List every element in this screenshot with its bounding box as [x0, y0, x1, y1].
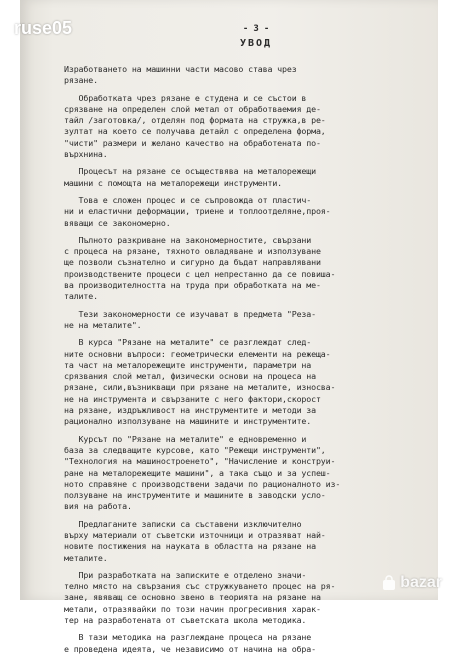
page-number: - 3 - [242, 24, 270, 34]
text-line: Предлаганите записки са съставени изключително [64, 518, 302, 529]
text-line: не на инструмента и свързаните с него фактори,скорост [64, 393, 321, 404]
text-line: вяващи се закономерно. [64, 217, 171, 228]
text-line: рязане. [64, 75, 98, 86]
page-title: УВОД [239, 38, 273, 49]
text-line: с процеса на рязане, тяхното овладяване и използуване [64, 246, 321, 257]
text-line: върхнина. [64, 149, 108, 160]
text-line: вия на работа. [64, 501, 132, 512]
text-line: "Технология на машиностроенето", "Начисление и конструи- [64, 456, 336, 467]
text-line: срязване на определен слой метал от обработваемия де- [64, 103, 321, 114]
text-line: В курса "Рязане на металите" се разглеждат след- [64, 337, 312, 348]
book-page [20, 0, 438, 654]
text-line: та част на металорежещите инструменти, параметри на [64, 359, 312, 370]
text-line: на рязане, издръжливост на инструментите и методи за [64, 405, 316, 416]
text-line: телно място на свързания със стружкуването процес на ря- [64, 581, 336, 592]
text-line: Това е сложен процес и се съпровожда от пластич- [64, 194, 312, 205]
text-line: ното справяне с производствени задачи по рационалното из- [64, 478, 341, 489]
text-line: е проведена идеята, че независимо от начина на обра- [64, 643, 316, 654]
text-line: метали, отразявайки по този начин прогресивния харак- [64, 603, 321, 614]
text-line: металите. [64, 552, 108, 563]
text-line: база за следващите курсове, като "Режещи инструменти", [64, 444, 326, 455]
text-line: При разработката на записките е отделено значи- [64, 569, 307, 580]
text-line: Процесът на рязане се осъществява на металорежещи [64, 166, 316, 177]
text-line: тайл /заготовка/, отделян под формата на стружка,в ре- [64, 115, 326, 126]
text-line: Тези закономерности се изучават в предмета "Реза- [64, 308, 316, 319]
text-line: върху материали от съветски източници и отразяват най- [64, 529, 326, 540]
text-line: не на металите". [64, 319, 142, 330]
text-line: Курсът по "Рязане на металите" е едновременно и [64, 433, 307, 444]
text-line: Пълното разкриване на закономерностите, свързани [64, 234, 312, 245]
text-line: машини с помощта на металорежещи инструменти. [64, 177, 283, 188]
shopping-bag-icon [381, 575, 397, 591]
watermark-logo-top: ruse05 [14, 18, 73, 38]
text-line: производствените процеси с цел непрестанно да се повиша- [64, 268, 336, 279]
text-line: Изработването на машинни части масово става чрез [64, 64, 297, 74]
text-line: зултат на което се получава детайл с определена форма, [64, 126, 326, 137]
text-line: ните основни въпроси: геометрически елементи на режеща- [64, 348, 331, 359]
text-line: новите постижения на науката в областта на рязане на [64, 541, 316, 552]
text-line: В тази методика на разглеждане процеса на рязане [64, 632, 312, 643]
text-line: рязане, сили,възникващи при рязане на металите, износва- [64, 382, 336, 393]
text-line: ни и еластични деформации, триене и топлоотделяне,проя- [64, 206, 331, 217]
text-line: зане, явяващ се основно звено в теорията на рязане на [64, 592, 321, 603]
text-line: талите. [64, 291, 98, 302]
text-line: срязвания слой метал, физически основи на процеса на [64, 371, 316, 382]
body-text [64, 64, 448, 655]
text-line: "чисти" размери и желано качество на обработената по- [64, 137, 321, 148]
watermark-logo-bottom [381, 574, 442, 592]
text-line: тер на разработената от съветската школа методика. [64, 615, 307, 626]
watermark-text: bazar [400, 574, 442, 591]
text-line: ране на металорежещите машини", а така също и за успеш- [64, 467, 331, 478]
text-line: ползуване на инструментите и машините в заводски усло- [64, 490, 326, 501]
text-line: ва производителността на труда при обработката на ме- [64, 280, 321, 291]
text-line: Обработката чрез рязане е студена и се състои в [64, 92, 307, 103]
text-line: ще позволи съзнателно и сигурно да бъдат направлявани [64, 257, 321, 268]
text-line: рационално използуване на машините и инструментите. [64, 416, 312, 427]
